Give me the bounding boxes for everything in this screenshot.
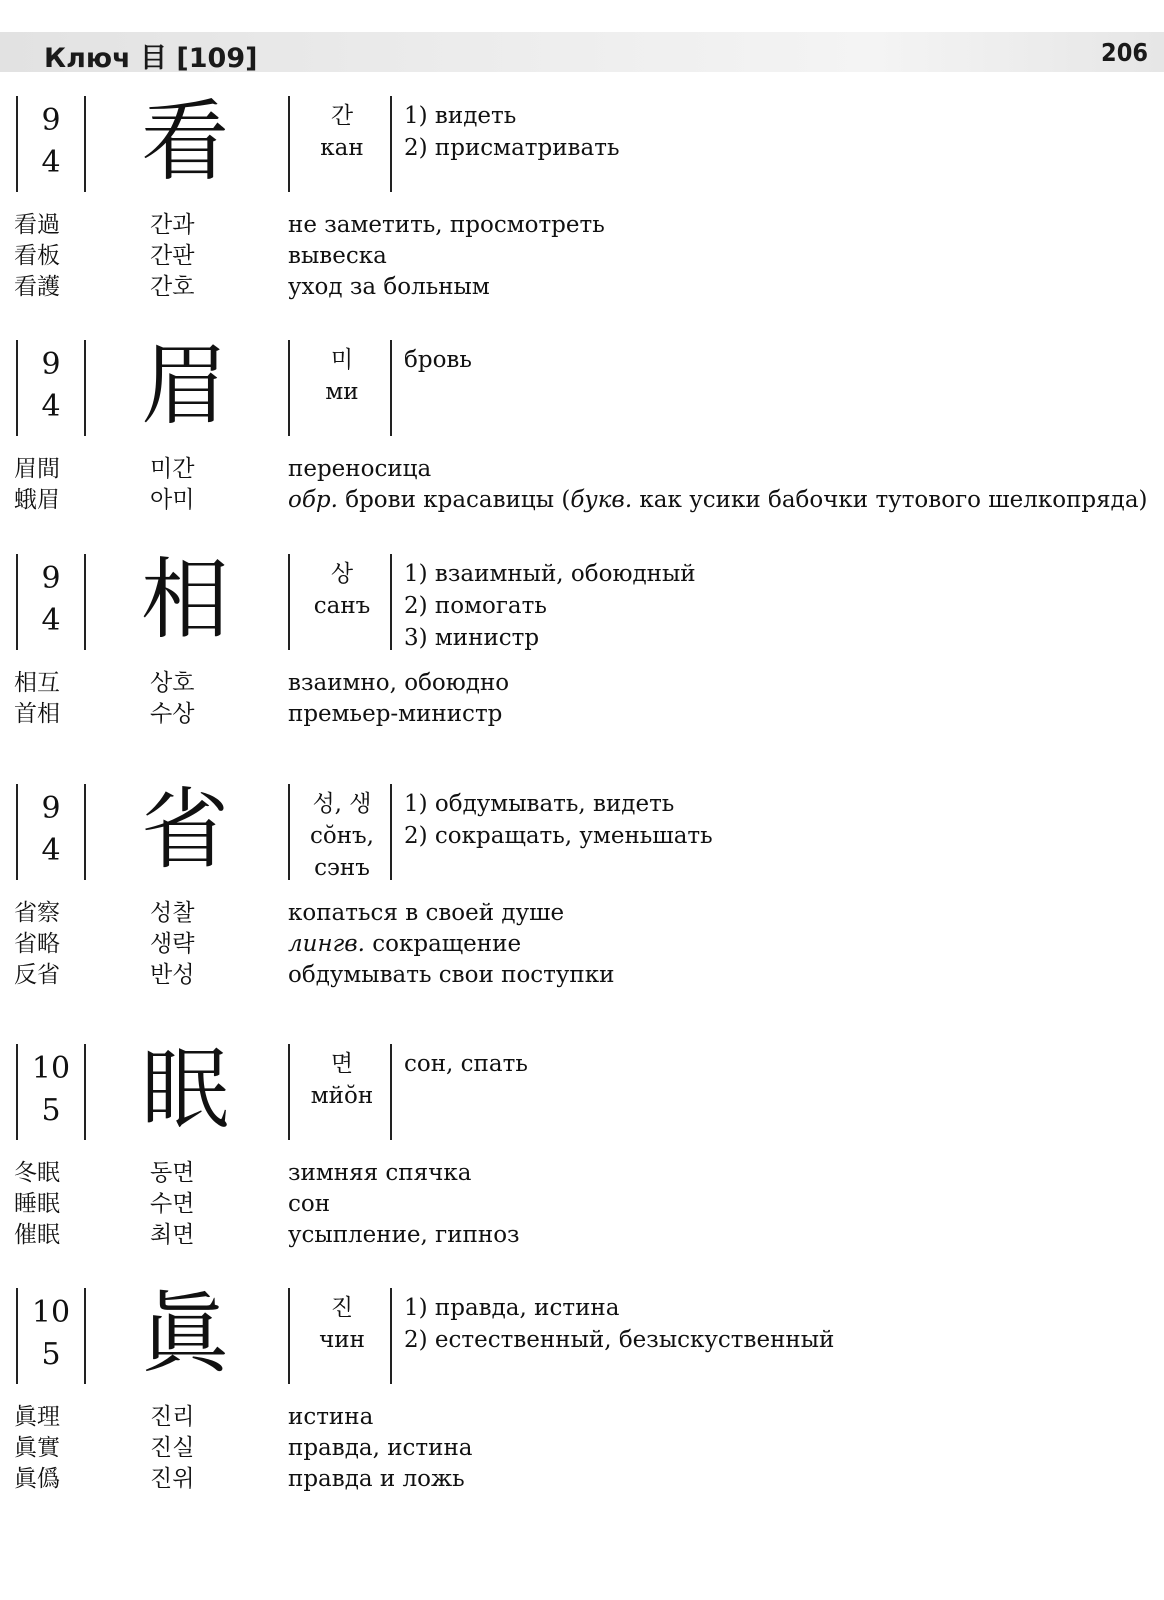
stroke-count xyxy=(18,1048,84,1132)
compound-row xyxy=(0,1189,1164,1220)
compound-row xyxy=(0,241,1164,272)
stroke-count xyxy=(18,558,84,642)
compound-hanja: 省略 xyxy=(14,931,60,957)
column-divider xyxy=(84,784,86,880)
compound-translation: усыпление, гипноз xyxy=(288,1222,520,1248)
stroke-extra: 5 xyxy=(41,1337,61,1372)
usage-label: лингв. xyxy=(288,931,365,957)
compound-hangul: 최면 xyxy=(150,1222,195,1248)
compound-translation xyxy=(288,929,521,960)
meanings-list xyxy=(404,344,1104,376)
compound-hangul: 진리 xyxy=(150,1404,195,1430)
compound-row xyxy=(0,454,1164,485)
headword-character: 相 xyxy=(140,548,229,651)
compound-hanja: 冬眠 xyxy=(14,1160,60,1186)
compound-hangul: 수면 xyxy=(150,1191,195,1217)
entry-head xyxy=(0,1038,1164,1141)
entry-head xyxy=(0,334,1164,437)
compound-list xyxy=(0,898,1164,991)
compound-row xyxy=(0,699,1164,730)
stroke-extra: 4 xyxy=(41,603,61,638)
translation-text: как усики бабочки тутового шелкопряда) xyxy=(632,487,1148,513)
meaning: 1) взаимный, обоюдный xyxy=(404,561,696,587)
reading-russian: ми xyxy=(325,379,359,405)
stroke-count xyxy=(18,344,84,428)
column-divider xyxy=(84,340,86,436)
compound-hanja: 蛾眉 xyxy=(14,487,60,513)
reading xyxy=(292,100,392,164)
compound-row xyxy=(0,272,1164,303)
stroke-count xyxy=(18,1292,84,1376)
compound-row xyxy=(0,1433,1164,1464)
entry-head xyxy=(0,778,1164,881)
compound-hangul: 성찰 xyxy=(150,900,195,926)
meaning: 1) правда, истина xyxy=(404,1295,620,1321)
meaning: 2) присматривать xyxy=(404,135,620,161)
meaning: 2) помогать xyxy=(404,593,547,619)
compound-hanja: 首相 xyxy=(14,701,60,727)
compound-row xyxy=(0,1464,1164,1495)
headword-character: 看 xyxy=(140,90,229,193)
meaning: 1) обдумывать, видеть xyxy=(404,791,675,817)
meanings-list xyxy=(404,1048,1104,1080)
compound-hangul: 간과 xyxy=(150,212,195,238)
compound-hanja: 省察 xyxy=(14,900,60,926)
compound-hanja: 催眠 xyxy=(14,1222,60,1248)
stroke-total: 10 xyxy=(31,1051,71,1086)
compound-hanja: 眉間 xyxy=(14,456,60,482)
reading-hangul: 면 xyxy=(330,1051,354,1077)
meaning: сон, спать xyxy=(404,1051,528,1077)
compound-translation: копаться в своей душе xyxy=(288,900,565,926)
compound-hangul: 반성 xyxy=(150,962,195,988)
compound-row xyxy=(0,898,1164,929)
meanings-list xyxy=(404,1292,1104,1356)
compound-translation: истина xyxy=(288,1404,374,1430)
compound-hanja: 睡眠 xyxy=(14,1191,60,1217)
compound-translation: премьер-министр xyxy=(288,701,503,727)
compound-translation: правда, истина xyxy=(288,1435,473,1461)
meanings-list xyxy=(404,788,1104,852)
reading-hangul: 미 xyxy=(330,347,354,373)
character-entry xyxy=(0,778,1164,991)
compound-hangul: 동면 xyxy=(150,1160,195,1186)
stroke-total: 9 xyxy=(41,103,61,138)
entry-head xyxy=(0,90,1164,193)
compound-translation: вывеска xyxy=(288,243,387,269)
stroke-extra: 4 xyxy=(41,145,61,180)
compound-row xyxy=(0,929,1164,960)
reading xyxy=(292,558,392,622)
compound-hangul: 진위 xyxy=(150,1466,195,1492)
column-divider xyxy=(288,1288,290,1384)
reading-hangul: 상 xyxy=(330,561,354,587)
page-header xyxy=(0,32,1164,72)
compound-translation: сон xyxy=(288,1191,331,1217)
compound-hangul: 간판 xyxy=(150,243,195,269)
reading-russian: сŏнъ, xyxy=(309,823,374,849)
page-number: 206 xyxy=(1101,38,1148,67)
compound-row xyxy=(0,668,1164,699)
compound-hangul: 아미 xyxy=(150,487,195,513)
character-entry xyxy=(0,548,1164,730)
compound-list xyxy=(0,1158,1164,1251)
meanings-list xyxy=(404,558,1104,654)
headword-character: 省 xyxy=(140,778,229,881)
headword-character: 眉 xyxy=(140,334,229,437)
compound-list xyxy=(0,210,1164,303)
compound-hangul: 미간 xyxy=(150,456,195,482)
stroke-extra: 4 xyxy=(41,389,61,424)
compound-row xyxy=(0,210,1164,241)
reading-hangul: 간 xyxy=(330,103,354,129)
compound-hanja: 眞僞 xyxy=(14,1466,60,1492)
column-divider xyxy=(288,554,290,650)
headword-character: 眞 xyxy=(140,1282,229,1385)
compound-hangul: 생략 xyxy=(150,931,195,957)
compound-translation xyxy=(288,485,1148,516)
column-divider xyxy=(84,1044,86,1140)
character-entry xyxy=(0,1038,1164,1251)
character-entry xyxy=(0,1282,1164,1495)
reading-hangul: 진 xyxy=(330,1295,354,1321)
compound-translation: правда и ложь xyxy=(288,1466,465,1492)
stroke-extra: 5 xyxy=(41,1093,61,1128)
stroke-total: 10 xyxy=(31,1295,71,1330)
meaning: 2) естественный, безыскуственный xyxy=(404,1327,835,1353)
reading xyxy=(292,344,392,408)
column-divider xyxy=(84,96,86,192)
entry-head xyxy=(0,1282,1164,1385)
stroke-total: 9 xyxy=(41,561,61,596)
column-divider xyxy=(84,1288,86,1384)
reading xyxy=(292,1048,392,1112)
compound-row xyxy=(0,485,1164,516)
compound-hangul: 수상 xyxy=(150,701,195,727)
compound-hanja: 眞實 xyxy=(14,1435,60,1461)
stroke-extra: 4 xyxy=(41,833,61,868)
meaning: 1) видеть xyxy=(404,103,517,129)
radical-title: Ключ 目 [109] xyxy=(44,43,258,74)
compound-translation: уход за больным xyxy=(288,274,490,300)
reading-russian: кан xyxy=(320,135,364,161)
compound-translation: зимняя спячка xyxy=(288,1160,472,1186)
column-divider xyxy=(288,1044,290,1140)
compound-list xyxy=(0,454,1164,516)
meaning: 3) министр xyxy=(404,625,540,651)
entry-head xyxy=(0,548,1164,651)
stroke-count xyxy=(18,100,84,184)
column-divider xyxy=(288,96,290,192)
reading-hangul: 성, 생 xyxy=(312,791,372,817)
compound-hanja: 看護 xyxy=(14,274,60,300)
compound-translation: обдумывать свои поступки xyxy=(288,962,615,988)
meanings-list xyxy=(404,100,1104,164)
meaning: бровь xyxy=(404,347,472,373)
column-divider xyxy=(84,554,86,650)
reading xyxy=(292,788,392,884)
meaning: 2) сокращать, уменьшать xyxy=(404,823,713,849)
stroke-total: 9 xyxy=(41,347,61,382)
compound-translation: не заметить, просмотреть xyxy=(288,212,605,238)
reading-russian-alt: сэнъ xyxy=(314,855,370,881)
compound-row xyxy=(0,960,1164,991)
compound-hanja: 反省 xyxy=(14,962,60,988)
headword-character: 眠 xyxy=(140,1038,229,1141)
stroke-total: 9 xyxy=(41,791,61,826)
compound-list xyxy=(0,668,1164,730)
stroke-count xyxy=(18,788,84,872)
compound-hangul: 상호 xyxy=(150,670,195,696)
compound-translation: переносица xyxy=(288,456,432,482)
reading-russian: чин xyxy=(319,1327,365,1353)
compound-list xyxy=(0,1402,1164,1495)
compound-row xyxy=(0,1158,1164,1189)
translation-text: брови красавицы ( xyxy=(337,487,571,513)
character-entry xyxy=(0,334,1164,516)
compound-hanja: 相互 xyxy=(14,670,60,696)
compound-hanja: 看板 xyxy=(14,243,60,269)
column-divider xyxy=(288,340,290,436)
compound-hangul: 간호 xyxy=(150,274,195,300)
translation-text: сокращение xyxy=(364,931,522,957)
reading-russian: санъ xyxy=(313,593,371,619)
reading xyxy=(292,1292,392,1356)
usage-label: обр. xyxy=(288,487,338,513)
compound-hangul: 진실 xyxy=(150,1435,195,1461)
character-entry xyxy=(0,90,1164,303)
reading-russian: мйŏн xyxy=(310,1083,374,1109)
compound-row xyxy=(0,1220,1164,1251)
column-divider xyxy=(288,784,290,880)
compound-hanja: 看過 xyxy=(14,212,60,238)
compound-hanja: 眞理 xyxy=(14,1404,60,1430)
usage-label: букв. xyxy=(570,487,633,513)
compound-translation: взаимно, обоюдно xyxy=(288,670,510,696)
compound-row xyxy=(0,1402,1164,1433)
